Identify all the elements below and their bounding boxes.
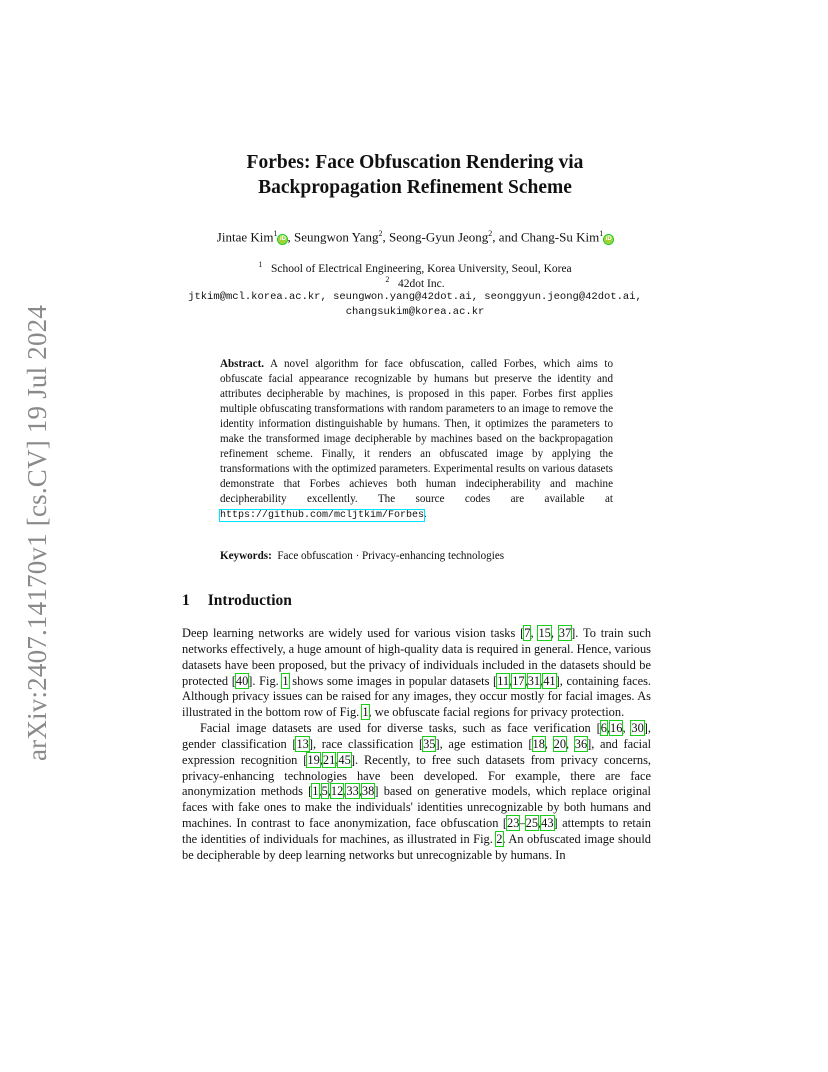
citation-link[interactable]: 7 bbox=[524, 626, 531, 640]
abstract bbox=[220, 357, 613, 523]
citation-link[interactable]: 43 bbox=[541, 816, 554, 831]
paragraph-text: , bbox=[509, 673, 513, 688]
paragraph-text: ]. Recently, to free such datasets from privacy concerns, privacy-enhancing technologies have been developed. For example, there are face anonymization methods [ bbox=[182, 752, 652, 799]
citation-link[interactable]: 12 bbox=[330, 784, 344, 799]
affiliation bbox=[150, 273, 680, 291]
affiliation-text: School of Electrical Engineering, Korea University, Seoul, Korea bbox=[270, 262, 572, 275]
paragraph-text: ], containing faces. Although privacy issues can be raised for any images, they occur mostly for facial images. As illustrated in the bottom row of Fig. bbox=[182, 673, 651, 720]
author-separator: , bbox=[382, 229, 389, 245]
paragraph-text: ]. Fig. bbox=[248, 673, 283, 688]
citation-link[interactable]: 45 bbox=[338, 752, 351, 767]
keywords bbox=[220, 550, 620, 562]
citation-link[interactable]: 30 bbox=[631, 721, 644, 736]
author-affiliation-marker: 1 bbox=[599, 229, 604, 238]
orcid-icon[interactable]: iD bbox=[279, 236, 286, 243]
citation-link[interactable]: 40 bbox=[235, 673, 249, 688]
arxiv-stamp[interactable] bbox=[18, 295, 58, 765]
citation-link[interactable]: 1 bbox=[312, 784, 319, 799]
paragraph-text: ] attempts to retain the identities of individuals for machines, as illustrated in Fig. bbox=[182, 816, 651, 846]
citation-link[interactable]: 13 bbox=[296, 736, 309, 751]
author-name: Chang-Su Kim bbox=[520, 229, 600, 245]
abstract-text: A novel algorithm for face obfuscation, called Forbes, which aims to obfuscate facial appearance recognizable by humans but preserve the identity and attributes decipherable by machines, is proposed in this paper. Forbes first applies multiple obfuscating transformations with random parameters to an image to remove the identity information distinguishable by humans. Then, it optimizes the parameters to make the transformed image decipherable by machines based on the backpropagation refinement scheme. Finally, it renders an obfuscated image by applying the transformations with the optimized parameters. Experimental results on various datasets demonstrate that Forbes achieves both human indecipherability and machine decipherability excellently. The source codes are available at bbox=[220, 358, 613, 505]
citation-link[interactable]: 16 bbox=[610, 721, 623, 736]
citation-link[interactable]: 23 bbox=[507, 816, 520, 831]
author-name: Seungwon Yang bbox=[293, 229, 379, 245]
citation-link[interactable]: 19 bbox=[307, 752, 320, 767]
email-line: jtkim@mcl.korea.ac.kr, seungwon.yang@42dot.ai, seonggyun.jeong@42dot.ai, bbox=[188, 291, 642, 303]
citation-link[interactable]: 41 bbox=[543, 673, 556, 688]
citation-link[interactable]: 36 bbox=[574, 736, 588, 751]
code-link[interactable]: https://github.com/mcljtkim/Forbes bbox=[220, 509, 425, 521]
paragraph-text: , bbox=[566, 736, 575, 751]
abstract-end: . bbox=[424, 507, 427, 520]
paragraph-text: ], age estimation [ bbox=[435, 736, 533, 751]
citation-link[interactable]: 11 bbox=[497, 673, 510, 688]
paragraph-text: – bbox=[519, 816, 526, 831]
citation-link[interactable]: 1 bbox=[282, 673, 289, 688]
paragraph-text: ], and facial expression recognition [ bbox=[182, 736, 652, 767]
paragraph-text: , bbox=[606, 721, 611, 736]
paragraph-text: , bbox=[327, 784, 331, 799]
citation-link[interactable]: 33 bbox=[346, 784, 359, 799]
paragraph-text: , we obfuscate facial regions for privacy protection. bbox=[368, 705, 625, 720]
citation-link[interactable]: 2 bbox=[496, 831, 503, 846]
author-separator: , bbox=[287, 229, 294, 245]
citation-link[interactable]: 5 bbox=[321, 784, 328, 799]
paragraph-text: , bbox=[319, 752, 323, 767]
paragraph-text: , bbox=[524, 673, 528, 688]
author-list bbox=[120, 229, 710, 245]
keywords-text: Face obfuscation · Privacy-enhancing technologies bbox=[277, 550, 505, 562]
citation-link[interactable]: 38 bbox=[361, 784, 375, 799]
paragraph-text: ] based on generative models, which replace original faces with fake ones to make the individuals' identities unrecognizable by both humans and machines. In contrast to face anonymization, face obfuscation [ bbox=[182, 784, 651, 831]
citation-link[interactable]: 15 bbox=[538, 626, 551, 640]
keywords-label: Keywords: bbox=[220, 550, 272, 562]
citation-link[interactable]: 21 bbox=[322, 752, 336, 767]
section-heading bbox=[182, 592, 292, 610]
citation-link[interactable]: 17 bbox=[512, 673, 525, 688]
citation-link[interactable]: 1 bbox=[362, 705, 369, 720]
paragraph-text: ], gender classification [ bbox=[182, 721, 652, 751]
paragraph bbox=[182, 626, 651, 721]
citation-link[interactable]: 37 bbox=[558, 626, 572, 640]
citation-link[interactable]: 20 bbox=[553, 736, 567, 751]
paragraph-text: ], race classification [ bbox=[308, 736, 424, 751]
author-affiliation-marker: 2 bbox=[378, 229, 383, 238]
arxiv-stamp-text[interactable]: arXiv:2407.14170v1 [cs.CV] 19 Jul 2024 bbox=[22, 304, 52, 761]
email-line: changsukim@korea.ac.kr bbox=[345, 306, 485, 318]
paragraph-text: . An obfuscated image should be decipherable by deep learning networks but unrecognizable by humans. In bbox=[182, 831, 651, 862]
paragraph-text: , bbox=[544, 736, 554, 751]
paragraph-text: , bbox=[538, 816, 542, 831]
section-title: Introduction bbox=[207, 592, 292, 609]
paper-title bbox=[150, 150, 680, 200]
paragraph bbox=[182, 721, 651, 864]
affiliation-marker: 2 bbox=[385, 275, 390, 284]
affiliation-marker: 1 bbox=[258, 260, 263, 269]
paragraph-text: , bbox=[530, 626, 539, 640]
paragraph-text: , bbox=[343, 784, 347, 799]
citation-link[interactable]: 18 bbox=[532, 736, 545, 751]
author-affiliation-marker: 1 bbox=[273, 229, 278, 238]
paragraph-text: , bbox=[540, 673, 544, 688]
paragraph-text: shows some images in popular datasets [ bbox=[288, 673, 498, 688]
title-line: Forbes: Face Obfuscation Rendering via bbox=[246, 152, 584, 173]
paragraph-text: , bbox=[550, 626, 559, 640]
paragraph-text: ]. To train such networks effectively, a huge amount of high-quality data is required in general. Hence, various datasets have been proposed, but the privacy of individuals included in the datasets should be protected [ bbox=[182, 626, 652, 688]
citation-link[interactable]: 35 bbox=[423, 736, 436, 751]
title-line: Backpropagation Refinement Scheme bbox=[258, 177, 572, 198]
author-affiliation-marker: 2 bbox=[488, 229, 493, 238]
paragraph-text: Facial image datasets are used for diverse tasks, such as face verification [ bbox=[200, 721, 601, 736]
body-text bbox=[182, 626, 651, 864]
abstract-label: Abstract. bbox=[220, 358, 265, 370]
paragraph-text: , bbox=[335, 752, 339, 767]
citation-link[interactable]: 6 bbox=[600, 721, 607, 736]
paragraph-text: Deep learning networks are widely used for various vision tasks [ bbox=[182, 626, 525, 640]
paragraph-text: , bbox=[622, 721, 632, 736]
orcid-icon[interactable]: iD bbox=[605, 236, 612, 243]
citation-link[interactable]: 31 bbox=[527, 673, 541, 688]
author-name: Seong-Gyun Jeong bbox=[389, 229, 489, 245]
affiliation-text: 42dot Inc. bbox=[397, 277, 445, 290]
section-number: 1 bbox=[182, 592, 190, 609]
email-list bbox=[120, 290, 710, 320]
paragraph-text: , bbox=[358, 784, 362, 799]
author-name: Jintae Kim bbox=[216, 229, 274, 245]
author-separator: , and bbox=[492, 229, 521, 245]
citation-link[interactable]: 25 bbox=[525, 816, 539, 831]
paragraph-text: , bbox=[318, 784, 322, 799]
